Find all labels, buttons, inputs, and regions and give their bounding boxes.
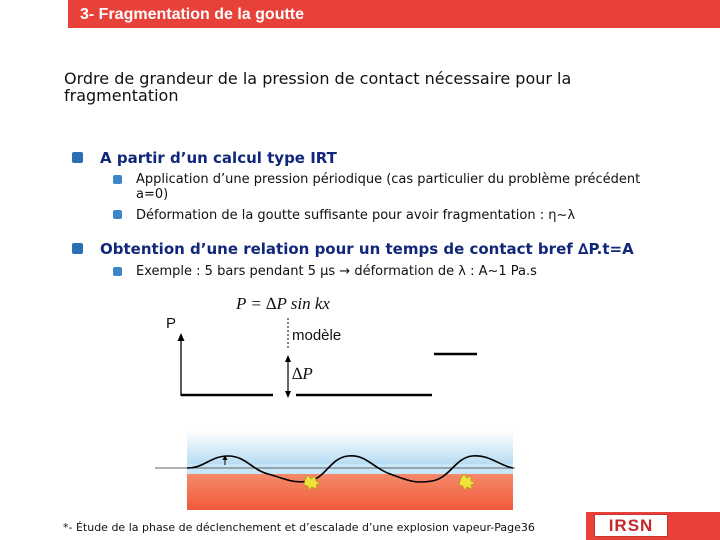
water-band (187, 464, 513, 474)
irsn-logo (594, 514, 668, 537)
footer-text: *- Étude de la phase de déclenchement et d’escalade d’une explosion vapeur-Page36 (63, 521, 535, 534)
logo-text: IRSN (608, 515, 654, 535)
slide-subtitle: Ordre de grandeur de la pression de contact nécessaire pour la fragmentation (64, 69, 572, 105)
pressure-formula: P = ∆P sin kx (236, 294, 330, 313)
section-heading: Obtention d’une relation pour un temps de contact bref ∆P.t=A (100, 240, 634, 258)
list-item: Déformation de la goutte suffisante pour avoir fragmentation : η~λ (136, 208, 576, 223)
arrow-up-icon (285, 355, 291, 362)
section-heading: A partir d’un calcul type IRT (100, 149, 337, 167)
arrow-up-icon (178, 333, 185, 341)
list-item: Exemple : 5 bars pendant 5 µs → déformation de λ : A~1 Pa.s (136, 264, 537, 279)
p-axis-label: P (166, 315, 177, 332)
delta-p-label: ∆P (292, 364, 313, 383)
arrow-down-icon (285, 391, 291, 398)
list-item: Application d’une pression périodique (cas particulier du problème précédent a=0) (136, 172, 641, 202)
slide-title: 3- Fragmentation de la goutte (80, 6, 305, 23)
model-label: modèle (292, 327, 342, 344)
